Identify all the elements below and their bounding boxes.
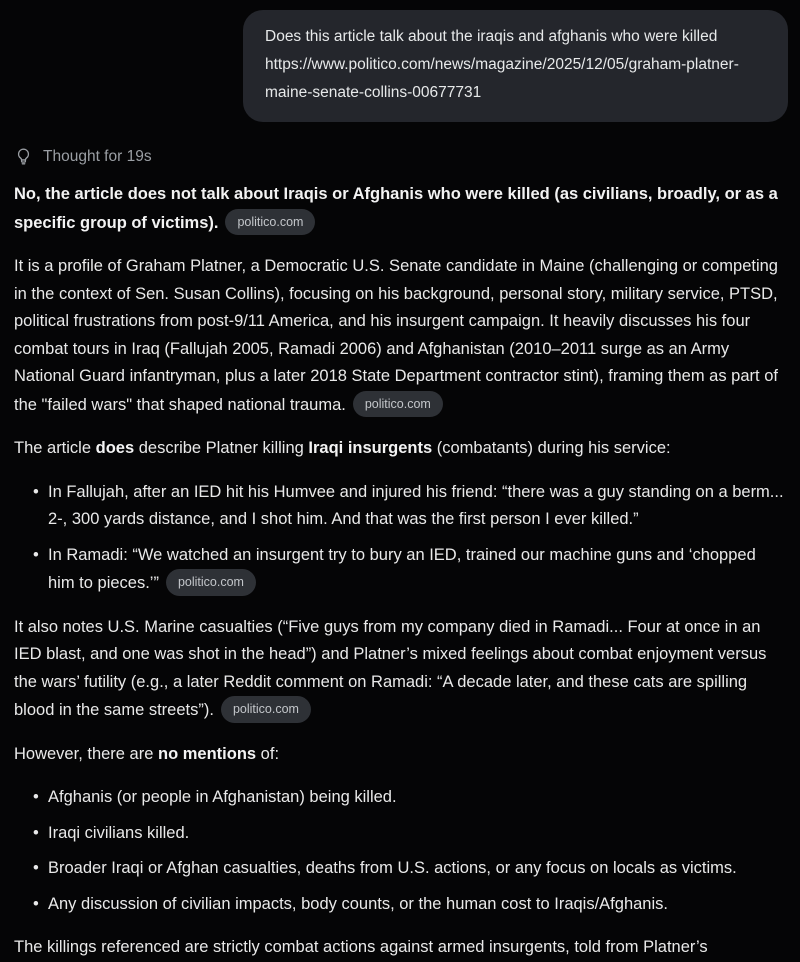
answer-paragraph-casualties [14,614,786,725]
assistant-response [14,181,788,962]
paragraph-text: It also notes U.S. Marine casualties (“Five guys from my company died in Ramadi... Four at once in an IED blast, and one was shot in the head”) and Platner’s mixed feelings about combat enjoyment versus the wars’ futility (e.g., a later Reddit comment on Ramadi: “A decade later, and these cats are spilling blood in the same streets”). [14,617,767,719]
paragraph-text: The killings referenced are strictly combat actions against armed insurgents, told from Platner’s [14,938,708,956]
list-item-text: In Fallujah, after an IED hit his Humvee and injured his friend: “there was a guy standing on a berm... 2-, 300 yards distance, and I shot him. And that was the first person I ever killed.” [48,482,784,528]
citation-pill-politico[interactable]: politico.com [353,391,443,418]
citation-pill-politico[interactable]: politico.com [225,209,315,236]
paragraph-text: However, there are [14,744,158,763]
citation-pill-politico[interactable]: politico.com [166,569,256,596]
paragraph-text: describe Platner killing [134,439,309,457]
combat-bullet-list [14,479,786,598]
list-item [48,479,786,534]
thought-toggle[interactable] [14,147,152,166]
paragraph-text: No, the article does not talk about Iraqis or Afghanis who were killed (as civilians, broadly, or as a specific group of victims). [14,185,778,232]
user-message-bubble [243,10,788,122]
list-item-text: Broader Iraqi or Afghan casualties, deaths from U.S. actions, or any focus on locals as victims. [48,859,737,877]
bold-text: no mentions [158,744,257,763]
list-item [48,820,786,848]
answer-paragraph-closing [14,934,786,962]
list-item [48,542,786,598]
user-message-text: Does this article talk about the iraqis and afghanis who were killed https://www.politico.com/news/magazine/2025/12/05/graham-platner-maine-senate-collins-00677731 [265,28,739,101]
list-item-text: In Ramadi: “We watched an insurgent try to bury an IED, trained our machine guns and ‘chopped him to pieces.’” [48,545,756,592]
list-item-text: Afghanis (or people in Afghanistan) being killed. [48,788,397,806]
thought-label: Thought for 19s [43,147,152,165]
answer-paragraph-no-mentions-intro [14,741,786,769]
paragraph-text: The article [14,439,96,457]
answer-paragraph-profile [14,253,786,419]
citation-pill-politico[interactable]: politico.com [221,696,311,723]
paragraph-text: of: [256,744,280,763]
user-message-row [14,10,788,122]
list-item [48,855,786,883]
list-item-text: Any discussion of civilian impacts, body counts, or the human cost to Iraqis/Afghanis. [48,894,668,913]
bold-text: does [95,439,135,457]
answer-paragraph-combat-intro [14,435,786,463]
list-item [48,784,786,812]
bold-text: Iraqi insurgents [308,439,433,457]
no-mentions-bullet-list [14,784,786,918]
paragraph-text: It is a profile of Graham Platner, a Democratic U.S. Senate candidate in Maine (challenging or competing in the context of Sen. Susan Collins), focusing on his background, personal story, military service, PTSD, political frustrations from post-9/11 America, and his insurgent campaign. It heavily discusses his four combat tours in Iraq (Fallujah 2005, Ramadi 2006) and Afghanistan (2010–2011 surge as an Army National Guard infantryman, plus a later 2018 State Department contractor stint), framing them as part of the "failed wars" that shaped national trauma. [14,257,778,414]
answer-paragraph-verdict [14,181,786,237]
list-item-text: Iraqi civilians killed. [48,823,190,842]
paragraph-text: (combatants) during his service: [432,439,671,457]
list-item [48,891,786,919]
lightbulb-icon [14,147,33,166]
